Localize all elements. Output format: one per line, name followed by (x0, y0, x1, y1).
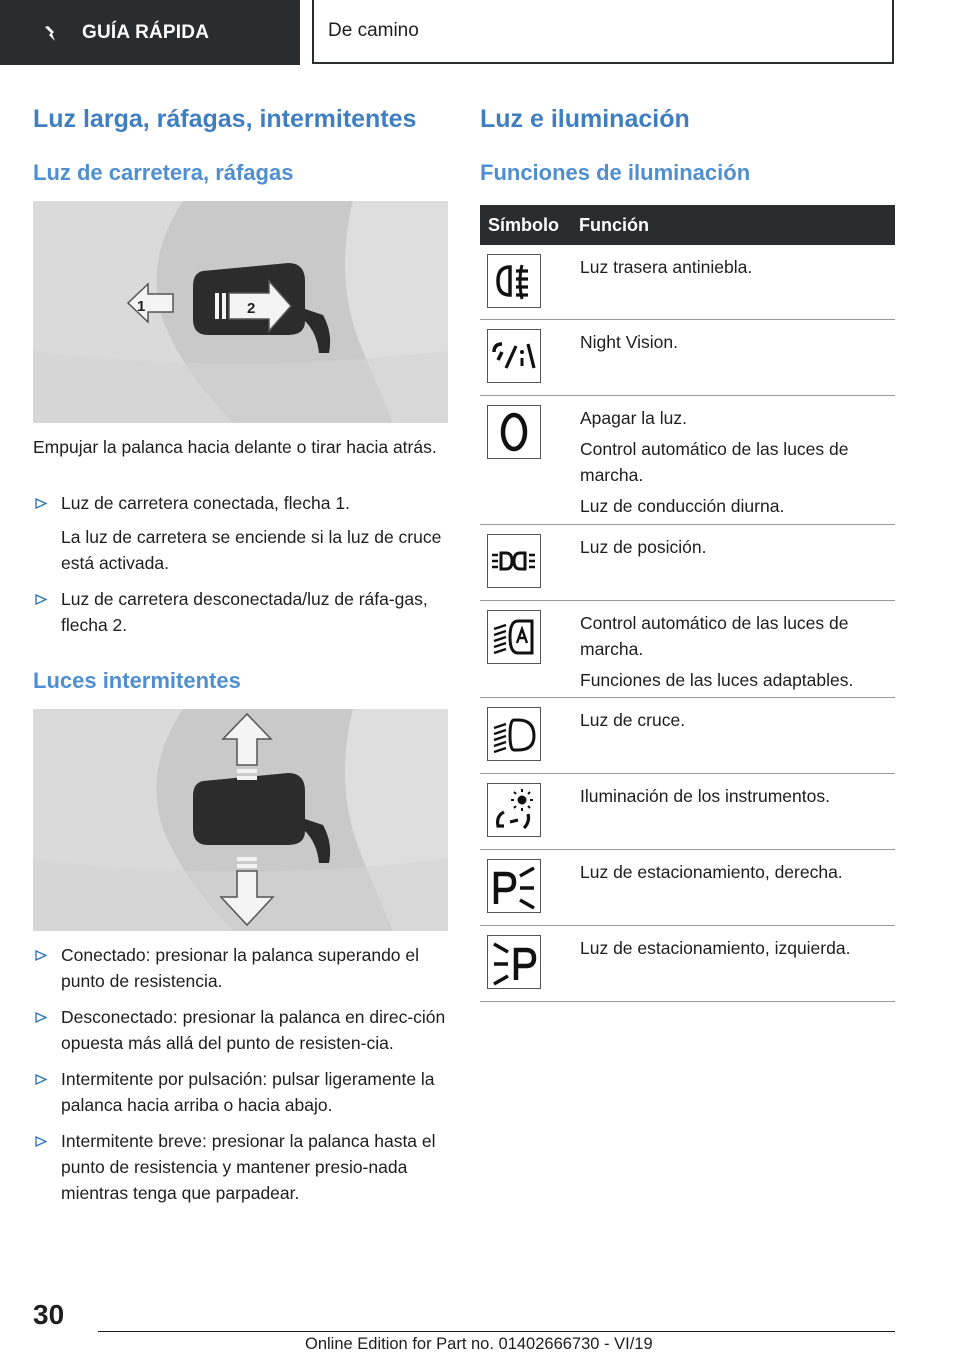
table-row (480, 320, 895, 396)
table-row (480, 601, 895, 698)
list-item (33, 1004, 453, 1056)
triangle-bullet-icon (35, 594, 47, 605)
function-text: Luz de estacionamiento, izquierda. (580, 938, 851, 958)
column-header-symbol: Símbolo (488, 214, 559, 235)
triangle-bullet-icon (35, 1074, 47, 1085)
table-row (480, 396, 895, 525)
function-text: Iluminación de los instrumentos. (580, 786, 830, 806)
list-item-text: Intermitente por pulsación: pulsar ligeramente la palanca hacia arriba o hacia abajo. (61, 1069, 435, 1115)
list-item (33, 1128, 453, 1206)
arrow-2-label: 2 (247, 300, 256, 317)
auto-headlight-icon (487, 610, 541, 664)
lighting-functions-table (480, 205, 895, 1002)
function-text: Control automático de las luces de marcha. (580, 439, 849, 485)
list-item (33, 1066, 453, 1118)
page-number: 30 (33, 1299, 65, 1330)
subheading-turn-signals: Luces intermitentes (33, 668, 241, 693)
function-text: Luz de posición. (580, 537, 707, 557)
list-item-text: Luz de carretera desconectada/luz de ráfa-gas, flecha 2. (61, 589, 428, 635)
night-vision-icon (487, 329, 541, 383)
section-header (312, 0, 894, 64)
table-header (480, 205, 895, 245)
low-beam-icon (487, 707, 541, 761)
function-text: Luz trasera antiniebla. (580, 257, 753, 277)
high-beam-list (33, 490, 453, 638)
main-heading-lighting: Luz e iluminación (480, 105, 690, 133)
function-text: Funciones de las luces adaptables. (580, 670, 854, 690)
turn-signal-list (33, 942, 453, 1206)
list-item-text: Conectado: presionar la palanca superando el punto de resistencia. (61, 945, 420, 991)
main-heading-high-beam: Luz larga, ráfagas, intermitentes (33, 105, 417, 133)
function-text: Luz de cruce. (580, 710, 686, 730)
list-item-text: Desconectado: presionar la palanca en direc-ción opuesta más allá del punto de resisten-cia. (61, 1007, 446, 1053)
function-text: Apagar la luz. (580, 408, 688, 428)
table-row (480, 926, 895, 1002)
turn-signal-lever-illustration (33, 709, 448, 931)
quick-guide-tab[interactable] (0, 0, 300, 65)
arrow-1-label: 1 (137, 298, 146, 315)
parking-lights-icon (487, 534, 541, 588)
subheading-lighting-functions: Funciones de iluminación (480, 160, 751, 185)
list-item (33, 490, 453, 576)
triangle-bullet-icon (35, 498, 47, 509)
edition-note: Online Edition for Part no. 01402666730 - VI/19 (305, 1335, 653, 1353)
list-item-text: Luz de carretera conectada, flecha 1. (61, 493, 350, 513)
flash-icon (42, 23, 62, 43)
parking-light-left-icon (487, 935, 541, 989)
parking-light-right-icon (487, 859, 541, 913)
table-row (480, 525, 895, 601)
list-item (33, 942, 453, 994)
rear-fog-light-icon (487, 254, 541, 308)
triangle-bullet-icon (35, 1012, 47, 1023)
lights-off-icon (487, 405, 541, 459)
function-text: Control automático de las luces de marcha. (580, 613, 849, 659)
function-text: Night Vision. (580, 332, 678, 352)
triangle-bullet-icon (35, 950, 47, 961)
list-item (33, 586, 453, 638)
lever-instruction: Empujar la palanca hacia delante o tirar hacia atrás. (33, 437, 437, 457)
quick-guide-label: GUÍA RÁPIDA (82, 21, 210, 43)
triangle-bullet-icon (35, 1136, 47, 1147)
column-header-function: Función (579, 214, 649, 235)
table-row (480, 850, 895, 926)
instrument-lighting-icon (487, 783, 541, 837)
function-text: Luz de estacionamiento, derecha. (580, 862, 843, 882)
section-label: De camino (328, 20, 419, 41)
table-row (480, 245, 895, 320)
list-item-text: Intermitente breve: presionar la palanca hasta el punto de resistencia y mantener presio-nada mientras tenga que parpadear. (61, 1131, 436, 1203)
list-item-subtext: La luz de carretera se enciende si la luz de cruce está activada. (61, 527, 442, 573)
high-beam-lever-illustration (33, 201, 448, 423)
function-text: Luz de conducción diurna. (580, 496, 785, 516)
subheading-high-beam: Luz de carretera, ráfagas (33, 160, 294, 185)
table-row (480, 774, 895, 850)
footer-divider (98, 1331, 895, 1332)
table-row (480, 698, 895, 774)
